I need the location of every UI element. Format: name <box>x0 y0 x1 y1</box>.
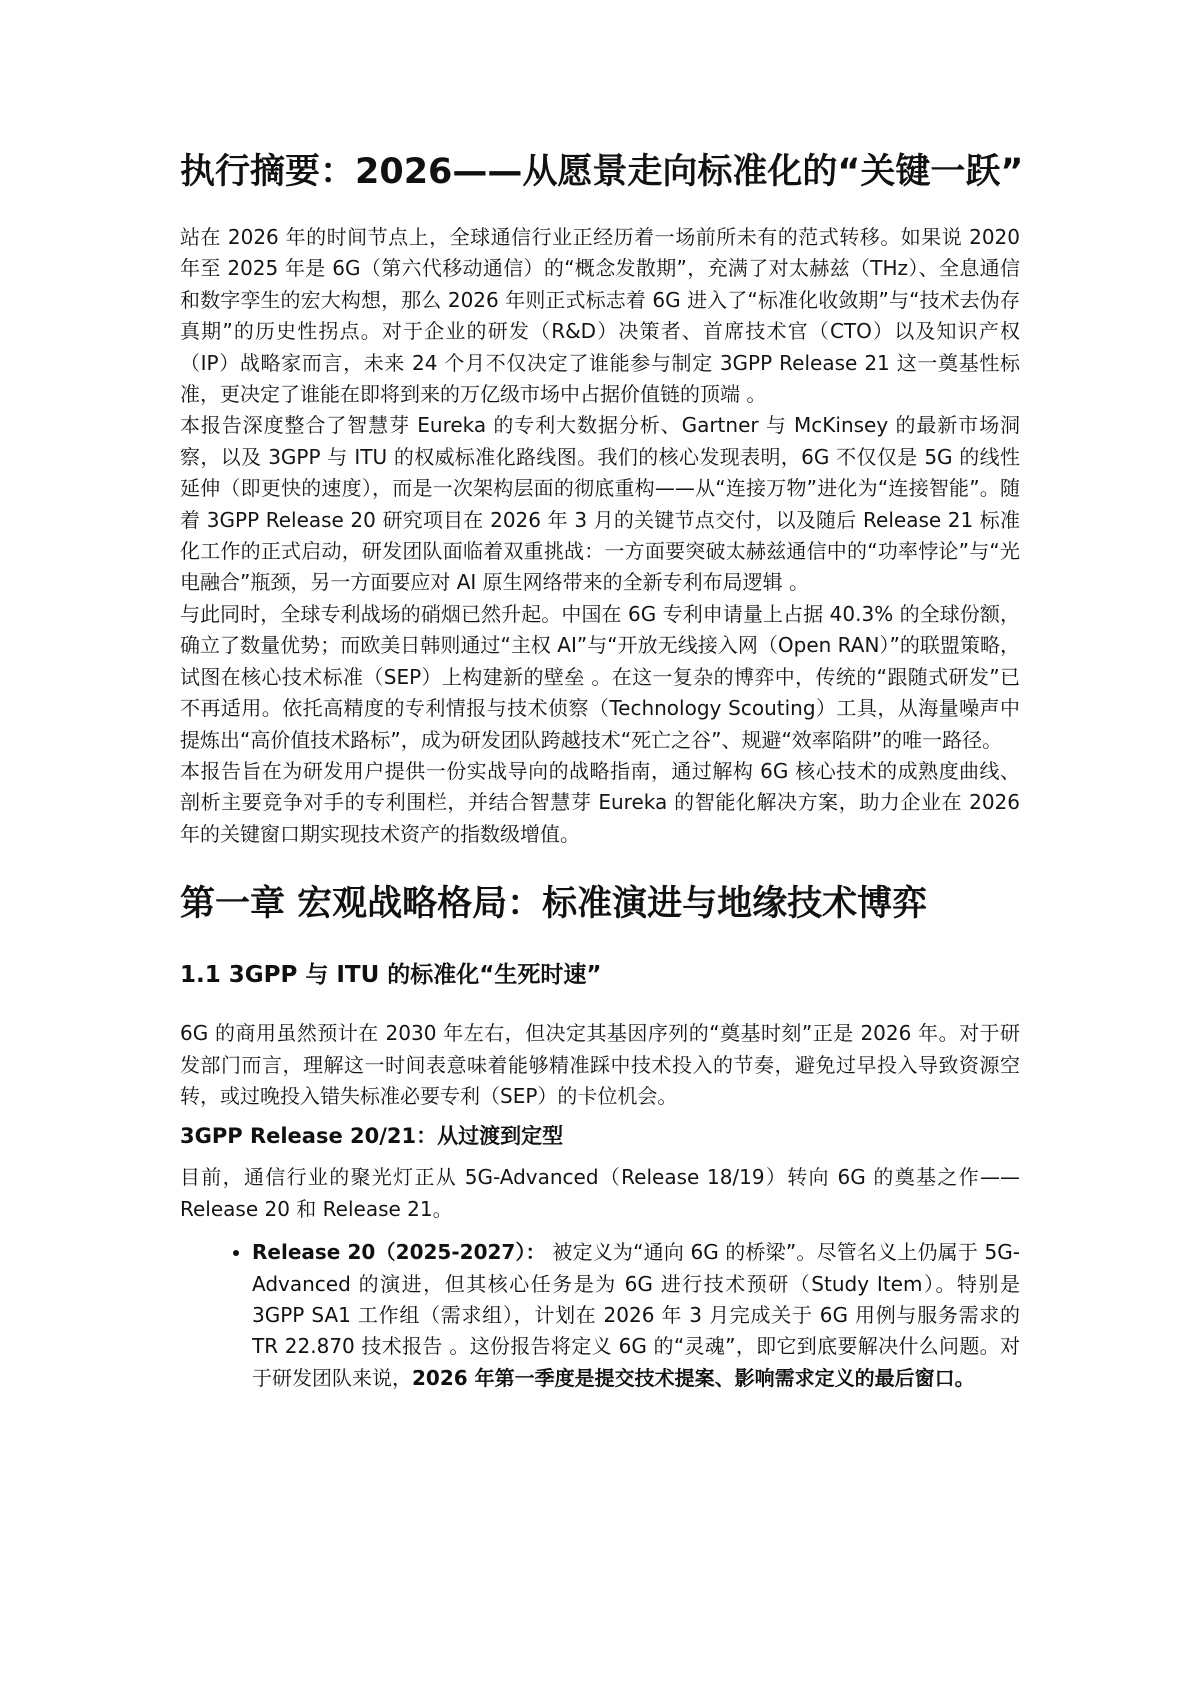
bullet-lead: Release 20（2025-2027）： <box>252 1240 546 1265</box>
chapter-1-title: 第一章 宏观战略格局：标准演进与地缘技术博弈 <box>180 884 928 925</box>
list-item <box>252 1237 1020 1394</box>
section-1-1-intro: 6G 的商用虽然预计在 2030 年左右，但决定其基因序列的“奠基时刻”正是 2026 年。对于研发部门而言，理解这一时间表意味着能够精准踩中技术投入的节奏，避免过早投入导致资源空转，或过晚投入错失标准必要专利（SEP）的卡位机会。 <box>180 1021 1020 1108</box>
bullet-list <box>180 1237 1020 1394</box>
summary-title: 执行摘要：2026——从愿景走向标准化的“关键一跃” <box>180 152 1024 192</box>
subsection-intro: 目前，通信行业的聚光灯正从 5G-Advanced（Release 18/19）转向 6G 的奠基之作——Release 20 和 Release 21。 <box>180 1165 1020 1221</box>
section-1-1-title: 1.1 3GPP 与 ITU 的标准化“生死时速” <box>180 962 602 989</box>
summary-paragraph-4: 本报告旨在为研发用户提供一份实战导向的战略指南，通过解构 6G 核心技术的成熟度曲线、剖析主要竞争对手的专利围栏，并结合智慧芽 Eureka 的智能化解决方案，助力企业在 2026 年的关键窗口期实现技术资产的指数级增值。 <box>180 758 1020 846</box>
summary-paragraph-1: 站在 2026 年的时间节点上，全球通信行业正经历着一场前所未有的范式转移。如果说 2020 年至 2025 年是 6G（第六代移动通信）的“概念发散期”，充满了对太赫兹（THz）、全息通信和数字孪生的宏大构想，那么 2026 年则正式标志着 6G 进入了“标准化收敛期”与“技术去伪存真期”的历史性拐点。对于企业的研发（R&D）决策者、首席技术官（CTO）以及知识产权（IP）战略家而言，未来 24 个月不仅决定了谁能参与制定 3GPP Release 21 这一奠基性标准，更决定了谁能在即将到来的万亿级市场中占据价值链的顶端 。 <box>180 225 1020 407</box>
bullet-emphasis: 2026 年第一季度是提交技术提案、影响需求定义的最后窗口。 <box>412 1365 975 1390</box>
summary-paragraph-2: 本报告深度整合了智慧芽 Eureka 的专利大数据分析、Gartner 与 McKinsey 的最新市场洞察，以及 3GPP 与 ITU 的权威标准化路线图。我们的核心发现表明，6G 不仅仅是 5G 的线性延伸（即更快的速度），而是一次架构层面的彻底重构——从“连接万物”进化为“连接智能”。随着 3GPP Release 20 研究项目在 2026 年 3 月的关键节点交付，以及随后 Release 21 标准化工作的正式启动，研发团队面临着双重挑战：一方面要突破太赫兹通信中的“功率悖论”与“光电融合”瓶颈，另一方面要应对 AI 原生网络带来的全新专利布局逻辑 。 <box>180 413 1020 595</box>
bullet-text: 被定义为“通向 6G 的桥梁”。尽管名义上仍属于 5G-Advanced 的演进，但其核心任务是为 6G 进行技术预研（Study Item）。特别是 3GPP SA1 工作组（需求组），计划在 2026 年 3 月完成关于 6G 用例与服务需求的 TR 22.870 技术报告 。这份报告将定义 6G 的“灵魂”，即它到底要解决什么问题。对于研发团队来说， <box>252 1240 1020 1390</box>
subsection-title: 3GPP Release 20/21：从过渡到定型 <box>180 1124 564 1149</box>
summary-paragraph-3: 与此同时，全球专利战场的硝烟已然升起。中国在 6G 专利申请量上占据 40.3% 的全球份额，确立了数量优势；而欧美日韩则通过“主权 AI”与“开放无线接入网（Open RAN）”的联盟策略，试图在核心技术标准（SEP）上构建新的壁垒 。在这一复杂的博弈中，传统的“跟随式研发”已不再适用。依托高精度的专利情报与技术侦察（Technology Scouting）工具，从海量噪声中提炼出“高价值技术路标”，成为研发团队跨越技术“死亡之谷”、规避“效率陷阱”的唯一路径。 <box>180 601 1020 752</box>
